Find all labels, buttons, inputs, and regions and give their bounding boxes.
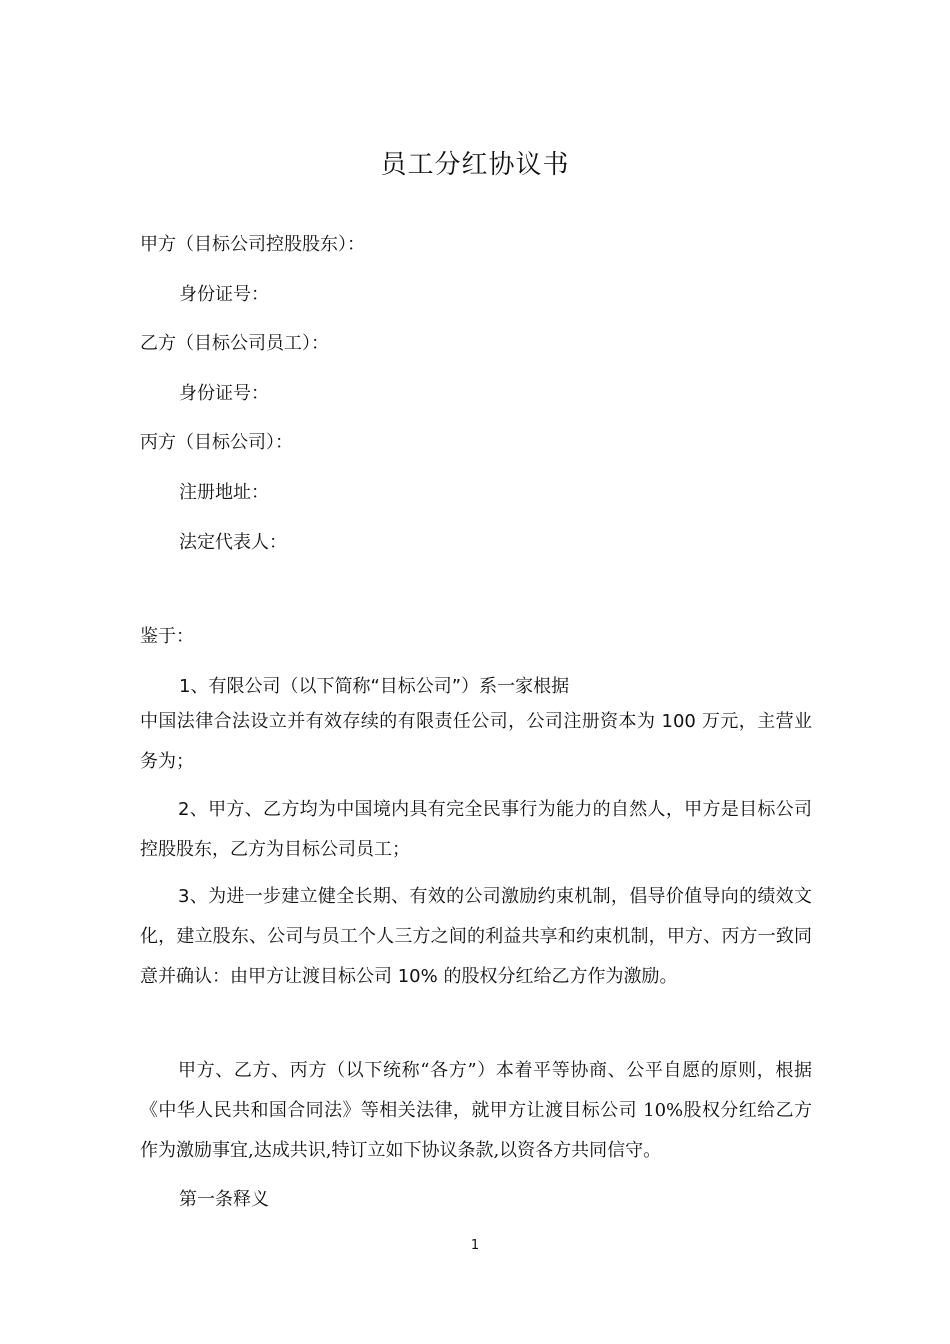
document-title: 员工分红协议书 — [380, 150, 570, 180]
party-c-legal-rep-label: 法定代表人： — [179, 532, 287, 553]
party-b-id-label: 身份证号： — [179, 383, 269, 404]
recital-item-3: 3、为进一步建立健全长期、有效的公司激励约束机制，倡导价值导向的绩效文化，建立股东、公司与员工个人三方之间的利益共享和约束机制，甲方、丙方一致同意并确认：由甲方让渡目标公司 10% 的股权分红给乙方作为激励。 — [140, 886, 812, 987]
party-c-address-label: 注册地址： — [179, 482, 269, 503]
recitals-heading: 鉴于： — [140, 626, 194, 647]
agreement-preamble: 甲方、乙方、丙方（以下统称“各方”）本着平等协商、公平自愿的原则，根据《中华人民共和国合同法》等相关法律，就甲方让渡目标公司 10%股权分红给乙方作为激励事宜,达成共识,特订立如下协议条款,以资各方共同信守。 — [140, 1060, 812, 1161]
page-number: 1 — [470, 1238, 480, 1253]
article-1-heading: 第一条释义 — [179, 1189, 269, 1210]
recital-item-1-continuation: 中国法律合法设立并有效存续的有限责任公司，公司注册资本为 100 万元，主营业务为； — [140, 711, 812, 772]
party-a-label: 甲方（目标公司控股股东）： — [140, 234, 365, 255]
recital-item-2: 2、甲方、乙方均为中国境内具有完全民事行为能力的自然人，甲方是目标公司控股股东，乙方为目标公司员工； — [140, 799, 812, 860]
party-a-id-label: 身份证号： — [179, 284, 269, 305]
party-c-label: 丙方（目标公司）： — [140, 432, 293, 453]
recital-item-1-first-line: 1、有限公司（以下简称“目标公司”）系一家根据 — [179, 676, 570, 697]
party-b-label: 乙方（目标公司员工）： — [140, 333, 329, 354]
